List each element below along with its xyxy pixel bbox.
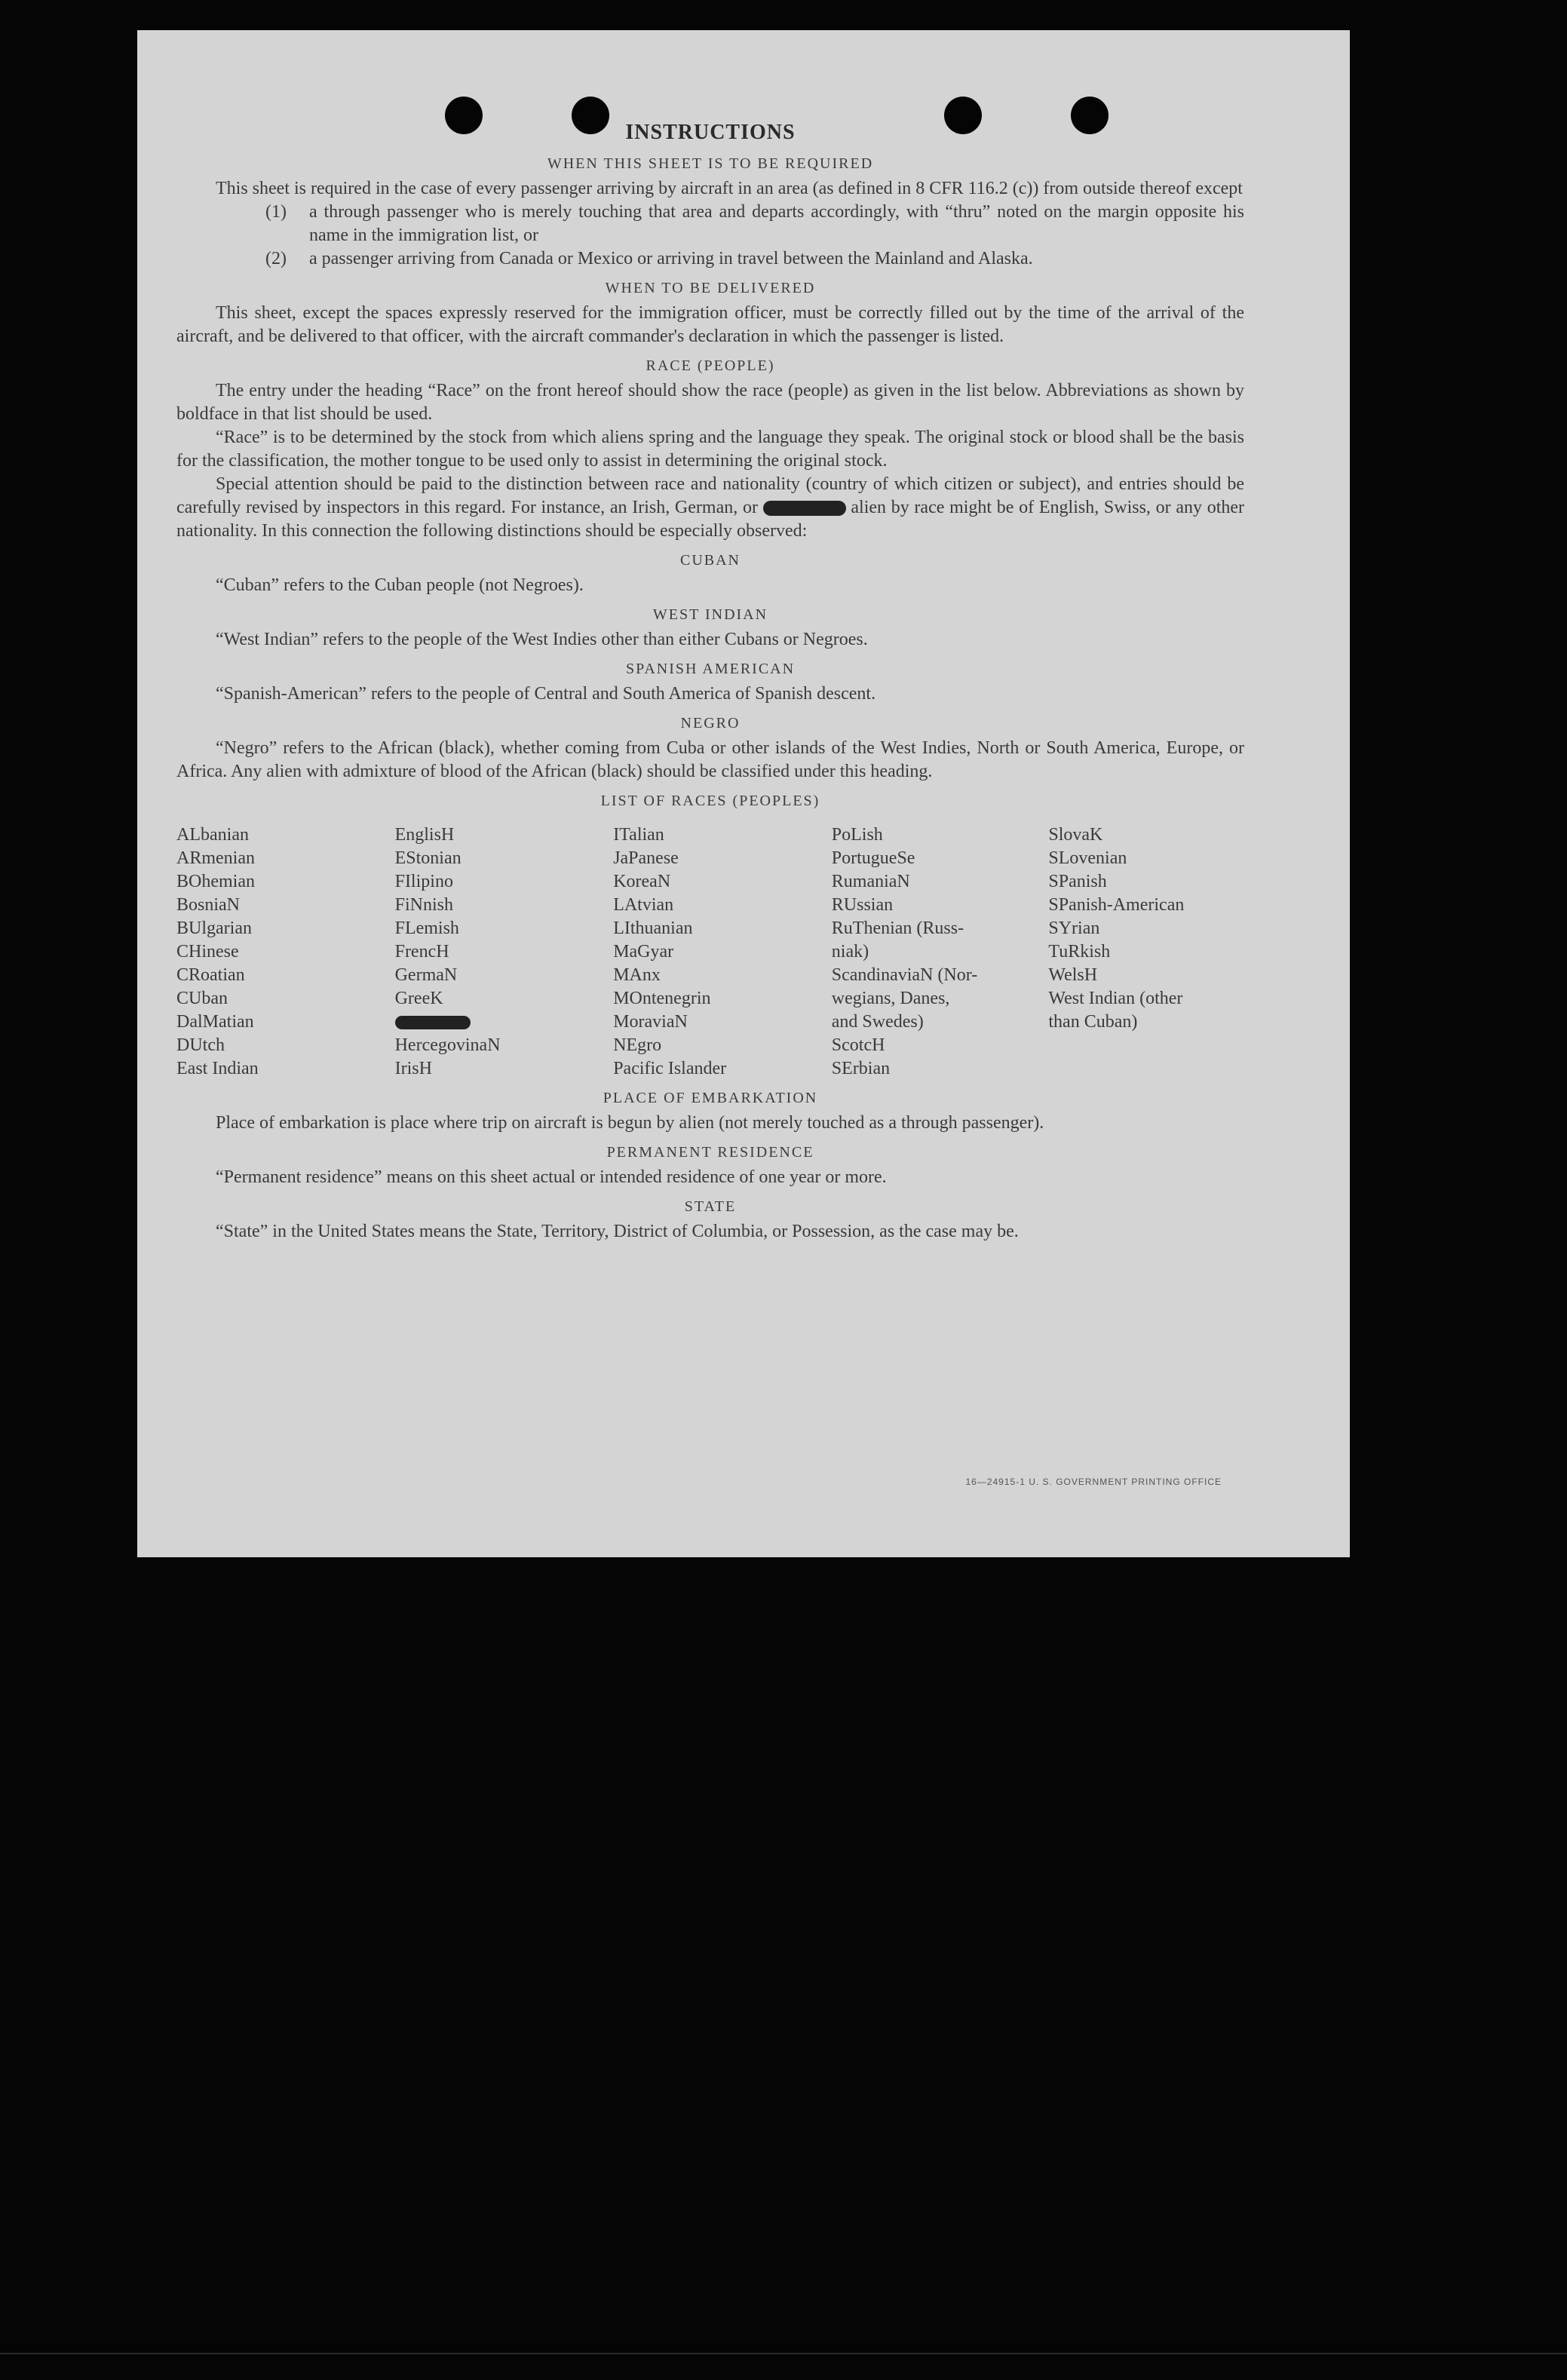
race-entry: SLovenian xyxy=(1048,848,1127,868)
races-column xyxy=(176,823,395,1081)
exception-item xyxy=(176,247,1244,271)
exception-item xyxy=(176,201,1244,247)
race-paragraph-1: The entry under the heading “Race” on the front hereof should show the race (people) as given in the list below. Abbreviations as shown by boldface in that list should be used. xyxy=(176,381,1244,424)
redaction-mark xyxy=(763,501,846,516)
race-entry: JaPanese xyxy=(613,848,679,868)
redaction-mark xyxy=(395,1016,471,1029)
section-heading-spanish-american: SPANISH AMERICAN xyxy=(625,661,796,677)
race-entry: HercegovinaN xyxy=(394,1035,501,1055)
race-entry: ALbanian xyxy=(176,825,249,845)
race-entry: NEgro xyxy=(613,1035,662,1055)
race-entry: East Indian xyxy=(176,1059,259,1078)
page-title: INSTRUCTIONS xyxy=(625,121,796,144)
race-entry: FiNnish xyxy=(394,895,453,915)
punch-hole xyxy=(1071,97,1109,134)
race-entry: BosniaN xyxy=(176,895,240,915)
section-heading-list-of-races: LIST OF RACES (PEOPLES) xyxy=(600,793,820,809)
west-indian-text: “West Indian” refers to the people of the West Indies other than either Cubans or Negroes. xyxy=(216,630,868,649)
race-entry: TuRkish xyxy=(1048,942,1111,962)
punch-hole xyxy=(944,97,982,134)
item-number: (1) xyxy=(265,202,287,222)
race-entry: CRoatian xyxy=(176,965,245,985)
race-entry: DalMatian xyxy=(176,1012,254,1032)
punch-hole xyxy=(445,97,483,134)
race-entry: DUtch xyxy=(176,1035,225,1055)
race-entry: SErbian xyxy=(831,1059,891,1078)
state-text: “State” in the United States means the State, Territory, District of Columbia, or Possession, as the case may be. xyxy=(216,1222,1019,1241)
race-paragraph-2: “Race” is to be determined by the stock from which aliens spring and the language they speak. The original stock or blood shall be the basis for the classification, the mother tongue to be used only to assist in determining the original stock. xyxy=(176,428,1244,471)
section-heading-permanent-residence: PERMANENT RESIDENCE xyxy=(606,1144,814,1161)
redacted-race-entry xyxy=(395,1011,614,1034)
race-entry: SYrian xyxy=(1048,919,1100,938)
race-entry: EnglisH xyxy=(394,825,455,845)
section-heading-negro: NEGRO xyxy=(680,715,741,731)
embarkation-text: Place of embarkation is place where trip on aircraft is begun by alien (not merely touched as a through passenger). xyxy=(216,1113,1044,1133)
race-entry: GreeK xyxy=(394,989,443,1008)
section-heading-cuban: CUBAN xyxy=(679,552,741,569)
instruction-sheet xyxy=(137,30,1350,1557)
race-entry: GermaN xyxy=(394,965,458,985)
section-heading-west-indian: WEST INDIAN xyxy=(652,606,768,623)
item-number: (2) xyxy=(265,249,287,268)
race-entry: CHinese xyxy=(176,942,239,962)
races-column xyxy=(395,823,614,1081)
race-entry: ARmenian xyxy=(176,848,255,868)
race-entry: MOntenegrin xyxy=(613,989,711,1008)
race-entry: RumaniaN xyxy=(831,872,910,891)
races-list xyxy=(176,823,1244,1081)
race-entry: ScandinaviaN (Nor- wegians, Danes, and Swedes) xyxy=(831,965,978,1032)
race-entry: EStonian xyxy=(394,848,462,868)
race-entry: SlovaK xyxy=(1048,825,1103,845)
item-text: a through passenger who is merely touching that area and departs accordingly, with “thru” noted on the margin opposite his name in the immigration list, or xyxy=(309,202,1244,245)
race-entry: ScotcH xyxy=(831,1035,885,1055)
race-entry: MaGyar xyxy=(613,942,674,962)
section-heading-delivered: WHEN TO BE DELIVERED xyxy=(605,280,816,296)
race-paragraph-3a: Special attention should be paid to the distinction between race and nationality (country of which citizen or subject), and entries should be carefully revised by inspectors in this regard. For instance, an Irish, German, or xyxy=(176,474,1244,517)
race-paragraph-3 xyxy=(176,473,1244,543)
race-paragraph-3b: alien by race might be of English, Swiss, or any other nationality. In this connection the following distinctions should be especially observed: xyxy=(176,498,1245,541)
race-entry: RuThenian (Russ- niak) xyxy=(831,919,964,962)
race-entry: PoLish xyxy=(831,825,883,845)
section-heading-embarkation: PLACE OF EMBARKATION xyxy=(603,1090,818,1106)
section-heading-race: RACE (PEOPLE) xyxy=(646,357,775,374)
race-entry: Pacific Islander xyxy=(613,1059,727,1078)
section-heading-state: STATE xyxy=(684,1198,737,1215)
race-entry: WelsH xyxy=(1048,965,1098,985)
permanent-residence-text: “Permanent residence” means on this sheet actual or intended residence of one year or more. xyxy=(216,1167,887,1187)
race-entry: RUssian xyxy=(831,895,894,915)
spanish-american-text: “Spanish-American” refers to the people of Central and South America of Spanish descent. xyxy=(216,684,876,704)
races-column xyxy=(1048,823,1244,1081)
scan-edge-line xyxy=(0,2353,1567,2354)
race-entry: FLemish xyxy=(394,919,459,938)
race-entry: CUban xyxy=(176,989,228,1008)
race-entry: IrisH xyxy=(394,1059,432,1078)
race-entry: FrencH xyxy=(394,942,449,962)
race-entry: LAtvian xyxy=(613,895,674,915)
race-entry: SPanish-American xyxy=(1048,895,1185,915)
cuban-text: “Cuban” refers to the Cuban people (not Negroes). xyxy=(216,575,584,595)
races-column xyxy=(613,823,832,1081)
race-entry: West Indian (other than Cuban) xyxy=(1048,989,1183,1032)
race-entry: BOhemian xyxy=(176,872,255,891)
race-entry: BUlgarian xyxy=(176,919,252,938)
races-column xyxy=(832,823,1049,1081)
delivered-text: This sheet, except the spaces expressly reserved for the immigration officer, must be correctly filled out by the time of the arrival of the aircraft, and be delivered to that officer, with the aircraft commander's declaration in which the passenger is listed. xyxy=(176,303,1244,346)
race-entry: SPanish xyxy=(1048,872,1107,891)
item-text: a passenger arriving from Canada or Mexico or arriving in travel between the Mainland and Alaska. xyxy=(309,249,1033,268)
race-entry: LIthuanian xyxy=(613,919,693,938)
race-entry: FIlipino xyxy=(394,872,453,891)
negro-text: “Negro” refers to the African (black), whether coming from Cuba or other islands of the West Indies, North or South America, Europe, or Africa. Any alien with admixture of blood of the African (black) should be classified under this heading. xyxy=(176,738,1244,781)
race-entry: PortugueSe xyxy=(831,848,915,868)
section-heading-required: WHEN THIS SHEET IS TO BE REQUIRED xyxy=(547,155,874,172)
race-entry: KoreaN xyxy=(613,872,671,891)
race-entry: MAnx xyxy=(613,965,661,985)
race-entry: ITalian xyxy=(613,825,664,845)
printer-footer: 16—24915-1 U. S. GOVERNMENT PRINTING OFFICE xyxy=(965,1477,1222,1487)
race-entry: MoraviaN xyxy=(613,1012,688,1032)
punch-hole xyxy=(572,97,609,134)
required-intro: This sheet is required in the case of every passenger arriving by aircraft in an area (as defined in 8 CFR 116.2 (c)) from outside thereof except xyxy=(216,179,1243,198)
